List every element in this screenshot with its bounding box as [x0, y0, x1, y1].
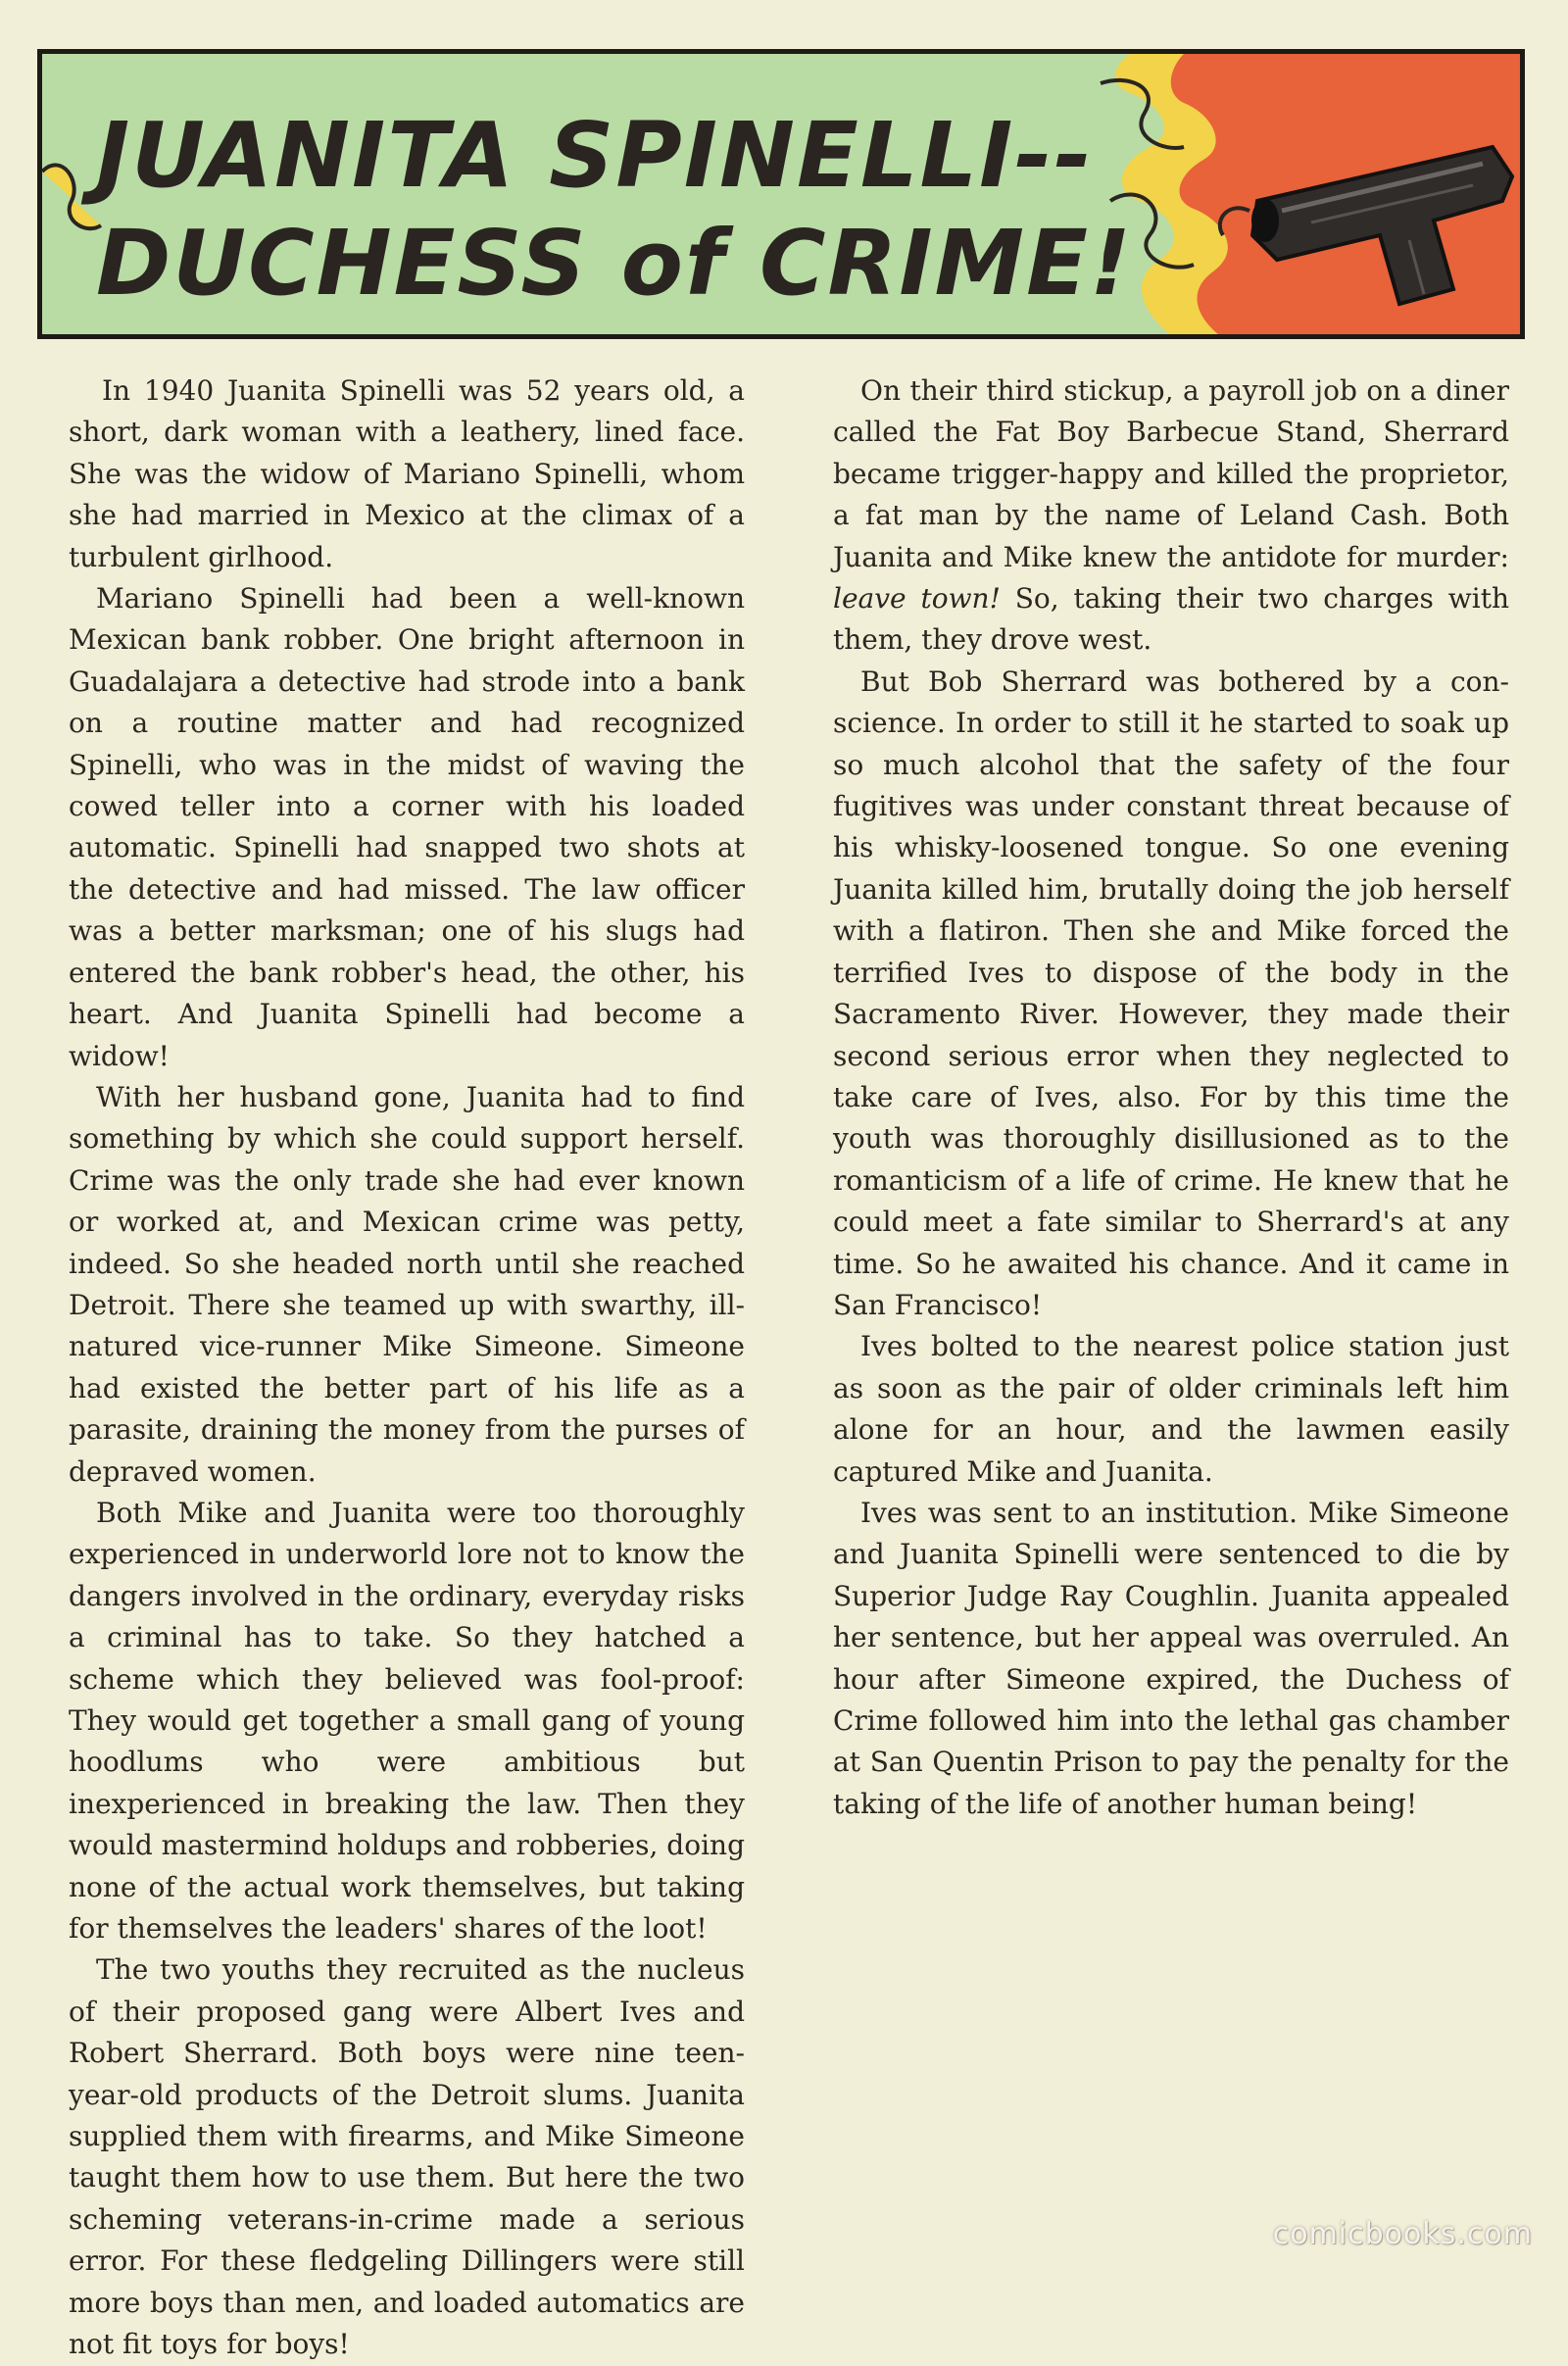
paragraph-6-emphasis: leave town! [833, 582, 1001, 616]
paragraph-3: With her husband gone, Juanita had to find something by which she could support herself. Crime was the only trade she had ever known or worked at, and Mexican crime was petty, indeed. So she headed north until she reached Detroit. There she teamed up with swarthy, ill-natured vice-runner Mike Simeone. Simeone had existed the better part of his life as a parasite, draining the money from the purses of depraved women. [69, 1080, 745, 1488]
paragraph-8: Ives bolted to the nearest police station just as soon as the pair of older criminals left him alone for an hour, and the lawmen easily captured Mike and Juanita. [833, 1330, 1509, 1488]
paragraph-7: But Bob Sherrard was bothered by a conscience. In order to still it he started to soak up so much alcohol that the safety of the four fugitives was under constant threat because of his whisky-loosened tongue. So one evening Juanita killed him, brutally doing the job herself with a flatiron. Then she and Mike forced the terrified Ives to dispose of the body in the Sacramento River. However, they made their second serious error when they neglected to take care of Ives, also. For by this time the youth was thoroughly disillusioned as to the romanticism of a life of crime. He knew that he could meet a fate similar to Sherrard's at any time. So he awaited his chance. And it came in San Francisco! [833, 665, 1509, 1321]
paragraph-6-tail: So, taking their two charges with them, they drove west. [833, 582, 1509, 657]
title-line-2: DUCHESS of CRIME! [96, 211, 1133, 316]
paragraph-2: Mariano Spinelli had been a well-known Mexican bank robber. One bright afternoon in Guadalajara a detective had strode into a bank on a routine matter and had recognized Spinelli, who was in the midst of waving the cowed teller into a corner with his loaded automatic. Spinelli had snapped two shots at the detective and had missed. The law officer was a better marksman; one of his slugs had entered the bank robber's head, the other, his heart. And Juanita Spinelli had become a widow! [69, 582, 745, 1072]
paragraph-9: Ives was sent to an institution. Mike Simeone and Juanita Spinelli were sentenced to die by Superior Judge Ray Coughlin. Juanita appealed her sentence, but her appeal was overruled. An hour after Simeone expired, the Duchess of Crime followed him into the lethal gas chamber at San Quentin Prison to pay the penalty for the taking of the life of another human being! [833, 1496, 1509, 1820]
paragraph-6-text: On their third stickup, a payroll job on a diner called the Fat Boy Barbecue Stand, Sherrard became trigger-happy and killed the proprietor, a fat man by the name of Leland Cash. Both Juanita and Mike knew the antidote for murder: [833, 374, 1509, 573]
paragraph-5: The two youths they recruited as the nucleus of their proposed gang were Albert Ives and Robert Sherrard. Both boys were nine teen-year-old products of the Detroit slums. Juanita supplied them with firearms, and Mike Simeone taught them how to use them. But here the two scheming veterans-in-crime made a serious error. For these fledgeling Dillingers were still more boys than men, and loaded automatics are not fit toys for boys! [69, 1953, 745, 2361]
title-line-1: JUANITA SPINELLI-- [96, 103, 1094, 208]
watermark: comicbooks.com [1272, 2217, 1533, 2251]
left-column [69, 370, 745, 2361]
paragraph-1: In 1940 Juanita Spinelli was 52 years old, a short, dark woman with a leathery, lined face. She was the widow of Mariano Spinelli, whom she had married in Mexico at the climax of a turbulent girlhood. [69, 374, 745, 573]
paragraph-4: Both Mike and Juanita were too thoroughly experienced in underworld lore not to know the dangers involved in the ordinary, everyday risks a criminal has to take. So they hatched a scheme which they believed was fool-proof: They would get together a small gang of young hoodlums who were ambitious but inexperienced in breaking the law. Then they would mastermind holdups and robberies, doing none of the actual work themselves, but taking for themselves the leaders' shares of the loot! [69, 1496, 745, 1946]
right-column [833, 370, 1509, 2193]
paragraph-6 [833, 370, 1509, 662]
title-banner [37, 49, 1525, 339]
